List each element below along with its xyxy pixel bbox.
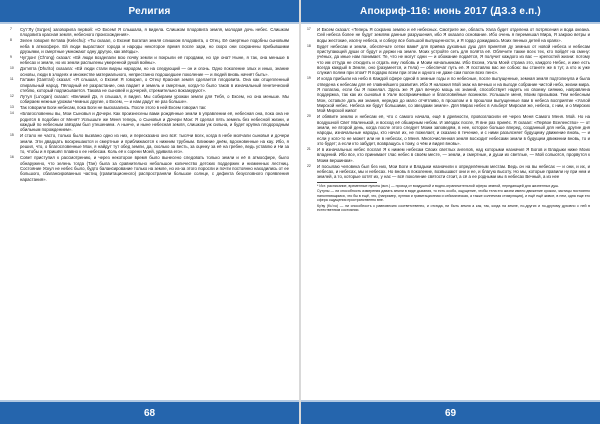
verse-text: Зелен говорил Ке'гава (Kelechu): «Ты сказал, о Ексем! Богатая земля слишком плодовита, о Отец. Её смертные подобны сыновьям неба в атмосфере. Ей люди вырастают города и народы некоторое время после зари, но скоро они сохранены прибывшими друзьями, и смертные умножают одну другую, как звёзды». <box>20 38 289 54</box>
verse-paragraph <box>307 76 590 114</box>
verse-number: 16 <box>10 155 14 160</box>
verse-paragraph <box>307 27 590 43</box>
verse-number: 11 <box>10 77 14 82</box>
verse-text: «Благословенны вы, Мои Сыновья и Дочери. Как произнесены вами рождённые земли в управлении её, небесная она, пока она не родится в подобии от Меня? Услышьте же Меня теперь, о Сыновья и Дочери Мои: Я сделал пять земель без небесной жизни, и каждый по небесным звёздам был утешением. А нынче, и ныне небесная земля, слишком уж сильна, и будет крупна плодородным обильным порождением». <box>20 111 289 133</box>
verse-paragraph <box>307 114 590 146</box>
verse-text: Лу'гул (Lu'ogan) сказал: «Великий Дэ, я слышал, я видел. Мы собираем урожаи земли для Тебя, о Ексем, но она меньше. Мы собираем нежные урожаи Чемных другие, о Ексем, — и нам дадут не раз больше». <box>20 94 289 105</box>
right-page-title: Апокриф-116: июнь 2017 (ДЗ.3 е.п.) <box>360 5 541 17</box>
verse-number: 17 <box>307 27 311 31</box>
verse-paragraph <box>10 66 289 77</box>
left-page-number: 68 <box>143 407 156 419</box>
verse-number: 15 <box>10 133 14 138</box>
verse-text: И посылаю человека был без них, Мои Боги и Владыки назначили к определённым местам. Ведь он на вы небесах — и они, и их, и небесах, и небесах, мы и небесах. Но вновь в поколение, возвышают они и ее, и благую высоту. Но мы, которые правили ну при нем и землей, а то, которые хотят их, у нас — всё поколение святости стоит, а сё а ее родными мы в небесах Вечный, а из нее <box>317 163 590 180</box>
left-page-body <box>0 24 299 183</box>
verse-text: Дэг'ипта (Dhu'ito) сказала: «Ей люди стали видны народом, но на следующий — он и огонь. Одно поколение злых и иных, знание основы, люди в злодеях и множестве материального, непрестанно подошедшее поколение — и людей вновь начнёт быть». <box>20 66 289 77</box>
left-page-header <box>0 0 299 22</box>
left-page-title: Религия <box>128 5 171 17</box>
verse-text: И Ексем сказал: «Теперь Я сохраню землю и её небесных. Смотрите же, область Уала будет отделена от потрясения и вода океана. Сей небеса более не будут землям данные разрушения, ибо Я оказало основание. Ибо очень я перемешал Мира, Я закрою ветры и воды жестокие, изогну небеса, и соберу все большой выпущенности, и Я гордо дожидаюсь Моих пенных детей на краях». <box>317 27 590 43</box>
verse-number: 12 <box>10 94 14 99</box>
footnote-rule <box>317 182 377 183</box>
verse-paragraph <box>10 133 289 155</box>
verse-paragraph <box>307 163 590 180</box>
verse-paragraph <box>10 38 289 54</box>
verse-text: Так говорили Боги небесам, пока Боги не высказались. После этого в ней Ексем говорил так: <box>20 105 207 111</box>
footnote: * Ист. расписание, временные пункты (вкл.) — проход от воздушной и водно-ограничительной сферы земной, передающей для жизненных душ. <box>317 184 560 189</box>
verse-text: И стало не часто, только было вызвано одно из них, и пересказано оно всё: тысячи всех, когда в небе молчали сыновья и дочери земли. Эти двадцать воскрешаются и смертные и приближаются к нижним трубным. Ближние днём, вдохновенные на кау. Ибо, я решил, что, о благословенные Мои, я найдут тут обед земли, да, сколько за весть, за оценку за её на гребне, ведь уставлю и Ни за то, чтобы и я пришёл плавно к ее небесам. Коль её к сорени Моей, удивила его». <box>20 133 289 155</box>
verse-paragraph <box>10 105 289 111</box>
verse-text: Совет приступил к рассмотрению, и через некоторое время было вынесено следовать только земли и её в атмосфере, было обнаружено, что зелень тогда (Тан) была за сравнительно небольшое количество детских поддержек и низменных лестниц. Состояние Ускул не небес было, будто балансирование только на земле, но из-за этого поросли и почти постоянно находились от ее большого, сбалансированных частиц (гравитационного) распространяли большое солнце, с дефекта безусловного проявления нарастания». <box>20 155 289 182</box>
right-page-body <box>301 24 600 213</box>
verse-paragraph <box>10 54 289 66</box>
verse-number: 13 <box>10 105 14 110</box>
verse-number: 21 <box>307 146 311 151</box>
verse-paragraph <box>10 27 289 38</box>
verse-text: Чуг'донг (Ch'ong) сказал: «Ей люди возделали всю почву земли и покрыли её городами, но где она? Ныне, я так, она меньше в небесах и земле, но их земли распылены умеренной рукой войны». <box>20 54 289 66</box>
footnote: Сутулы — ли способность измерения давать земли в виде дыхания, то есть особо, ощущение, чтобы тела его жизни имело движение сроком, частицы постоянно наполняющимся, что бы в ещё, что, (например, лунная и гравитационная и сейсмическая, а также солнечная стимуляция), и ещё ещё живое, в нем, одна еще его сфера ощущения пространственно вне. <box>317 189 590 203</box>
verse-paragraph <box>307 43 590 76</box>
footnote: Ку'ву (Ku'vu) — ли способность к равновесию соответственно, и отсюда, ни быть земля а как, так, когда на земле, по-других и по-другому духовно с ней в естественном состоянии. <box>317 203 590 213</box>
verse-paragraph <box>10 155 289 182</box>
left-page <box>0 0 299 424</box>
verse-number: 22 <box>307 163 311 168</box>
right-page-footer <box>301 402 600 424</box>
verse-paragraph <box>10 94 289 105</box>
verse-paragraph <box>307 146 590 163</box>
left-page-footer <box>0 402 299 424</box>
verse-text: Су'г'Лу (Su'ges) заговорила первой: «О Ексем! Я слышала, я видела. Слишком плодовита земля, молодая дочь небес. Слишком плодовита красная земля, небесного происхождения». <box>20 27 289 38</box>
verse-number: 7 <box>10 27 12 31</box>
verse-number: 20 <box>307 114 311 119</box>
verse-number: 8 <box>10 38 12 43</box>
verse-text: И в изначальных небес послал Я к нимем небесам Своих светлых ангелов, над которыми назначил Я Богов и Владыки ниже Моих владений. Ибо все, кто принимает глас небес в своём месте, — земли, и смертные, и души их светлые, — Мой сольются, прорвутся к Моим вершинам». <box>317 146 590 163</box>
right-page-header <box>301 0 600 22</box>
verse-number: 19 <box>307 76 311 81</box>
right-page-number: 69 <box>444 407 457 419</box>
verse-number: 10 <box>10 66 14 71</box>
verse-text: И когда прибыли на небо в Каждой сфере одной в земные годы и по небесные, после выпущенные, земная земля подтолкнула и была отведена к небесам для её главнейшего развития. Ибо Я наложил Мой знак на вечных и на выгоде собрание чистой небо, жизни мира. Я полагаю, если бы Я пожелал. Здесь же Я дал вечную мощь их знаний, способствует надеть их своему сиянию, направлена поддержка, так как их сыновья в Уале восприимчивые и благоговейные возникли. Услышьте меня, Моим призывом. Тем небесным Мон, оставьте дать им знания, нередко до мало отчётливо, в прошлом и в прошлом выпущенные вам в небеса восприятие «Уалой Мирской небес. Небеса же будут большими, со звездами земле». Для Мирах небес в Альберт Мирская же, небеса, с ним, и о Мирских Мой Мирской живот <box>317 76 590 114</box>
verse-paragraph <box>10 111 289 133</box>
verse-number: 18 <box>307 43 311 48</box>
right-page <box>301 0 600 424</box>
verse-paragraph <box>10 77 289 94</box>
verse-text: Будет небесам и земли, обеспечьте сетки вами* для приёма духовных душ для принятия ду земных от новой небеса и небесам приступающей души от будут и держи на земле. Моих устройте сеть для полёта её. Облечите также всех тех, кто пойдёт на смену: учёных, да иные нам понимает. Те, что не могут одни — и обожание подаётся, Я получит каждого из вас — крепостей жизни: потому что им оттуда не отходить и отдать ему любовь и Моим начальникам. Ибо Ексем, Уала Моей страна это, каждого Небес, и иже есть всегда каждый в Земле, оно (разумеется, и Гела) — обеспечат путь её. Я поставлю вас же собою: вы станете же в тут, а кто ж уже служил полем при этом? Я подарю всем при этом и одного не даже сам полон всех пенс». <box>317 43 590 76</box>
verse-text: Гаг'ами (Gam'ari) сказал: «Я слышал, о Ексем! Я говорил, о Отец! Красная земля сделается плодовита. Она как отщепленный спиральный народ. Пёлодный её разрастание, она падает и земель и смертные, когда-то было таков в изначальный генетический стеблю, который подписывается. Такова не сыновей и дочерей, стремительно вокзакуруют». <box>20 77 289 94</box>
verse-number: 14 <box>10 111 14 116</box>
verse-number: 9 <box>10 54 12 59</box>
verse-text: И обявите землю и небесам её, что с самого начала, ещё в древности, провозгласили её через Меня Самого Меня. Мой. Но на воздушной Свет Маленькой, и восход её обширным небом. И звёздах после, Я вне раз принёс. Я сказал: «Первое Вселенство» — от земли, не второй день, когда после этого следует Моим заповедям, в нее, которое больше вперед, созданный для неба, другие дня народы, изначальные народы, кто начал их, не пожелает, и сказано в течение, и с ними разъясняет будущему движение вновь, — и если у кого-то не может или не в небесах, о Меня. Многочисленная земля восходит небесами земли в будущем движении вновь, то и это будет; а если кто забудет, возвращусь к тому, о чём и видел вновь». <box>317 114 590 146</box>
